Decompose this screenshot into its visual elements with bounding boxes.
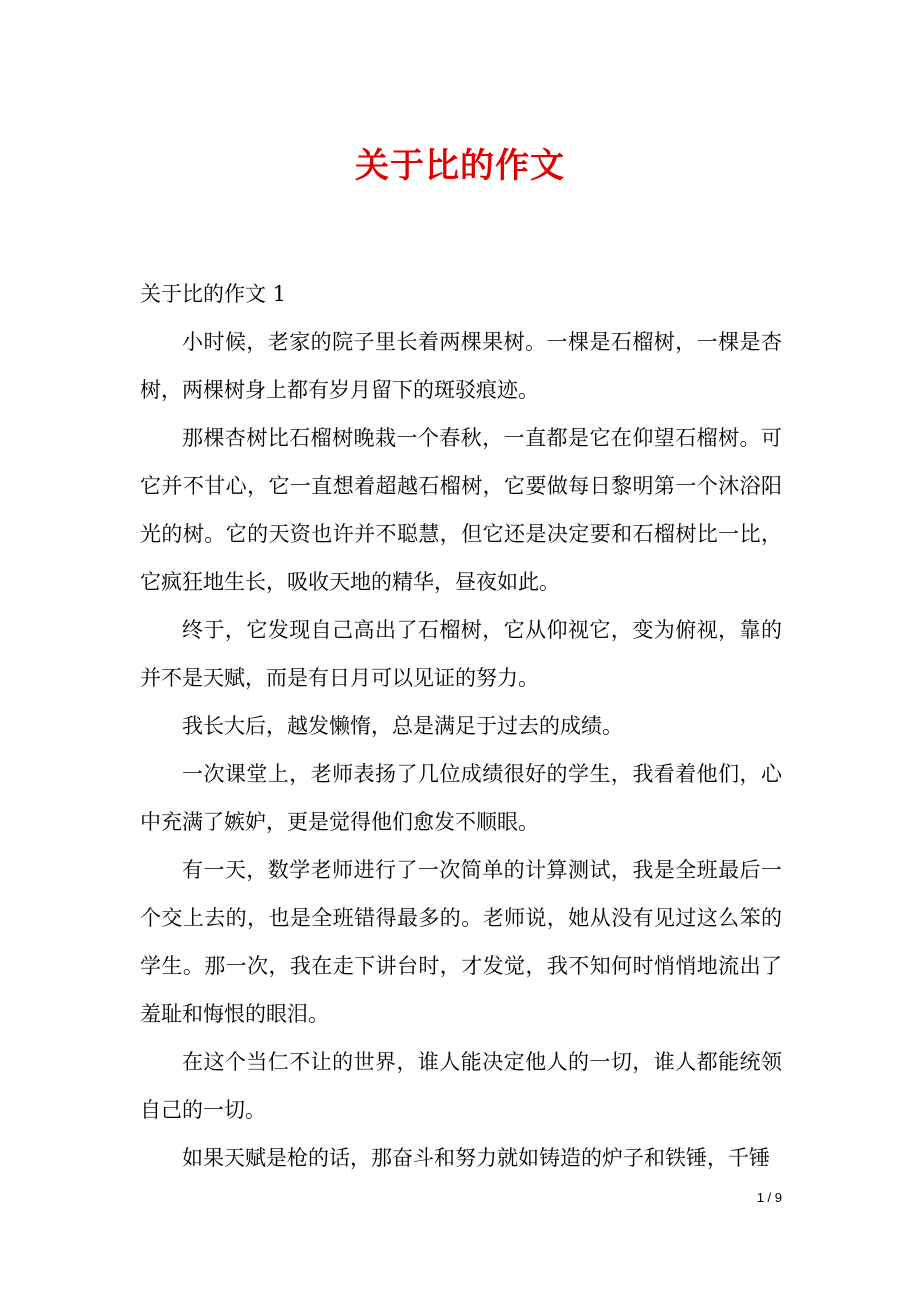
paragraph: 一次课堂上，老师表扬了几位成绩很好的学生，我看着他们，心中充满了嫉妒，更是觉得他们愈发不顺眼。: [140, 762, 782, 834]
paragraph: 那棵杏树比石榴树晚栽一个春秋，一直都是它在仰望石榴树。可它并不甘心，它一直想着超越石榴树，它要做每日黎明第一个沐浴阳光的树。它的天资也许并不聪慧，但它还是决定要和石榴树比一比，它疯狂地生长，吸收天地的精华，昼夜如此。: [140, 426, 782, 594]
paragraph: 如果天赋是枪的话，那奋斗和努力就如铸造的炉子和铁锤，千锤: [182, 1146, 770, 1170]
paragraph: 我长大后，越发懒惰，总是满足于过去的成绩。: [182, 714, 623, 738]
document-body: [140, 270, 782, 1182]
page-number: 1 / 9: [756, 1190, 782, 1205]
section-heading: 关于比的作文 1: [140, 282, 287, 306]
paragraph: 终于，它发现自己高出了石榴树，它从仰视它，变为俯视，靠的并不是天赋，而是有日月可以见证的努力。: [140, 618, 782, 690]
paragraph: 小时候，老家的院子里长着两棵果树。一棵是石榴树，一棵是杏树，两棵树身上都有岁月留下的斑驳痕迹。: [140, 330, 782, 402]
document-title: 关于比的作文: [355, 146, 565, 186]
paragraph: 在这个当仁不让的世界，谁人能决定他人的一切，谁人都能统领自己的一切。: [140, 1050, 782, 1122]
paragraph: 有一天，数学老师进行了一次简单的计算测试，我是全班最后一个交上去的，也是全班错得最多的。老师说，她从没有见过这么笨的学生。那一次，我在走下讲台时，才发觉，我不知何时悄悄地流出了羞耻和悔恨的眼泪。: [140, 858, 782, 1026]
